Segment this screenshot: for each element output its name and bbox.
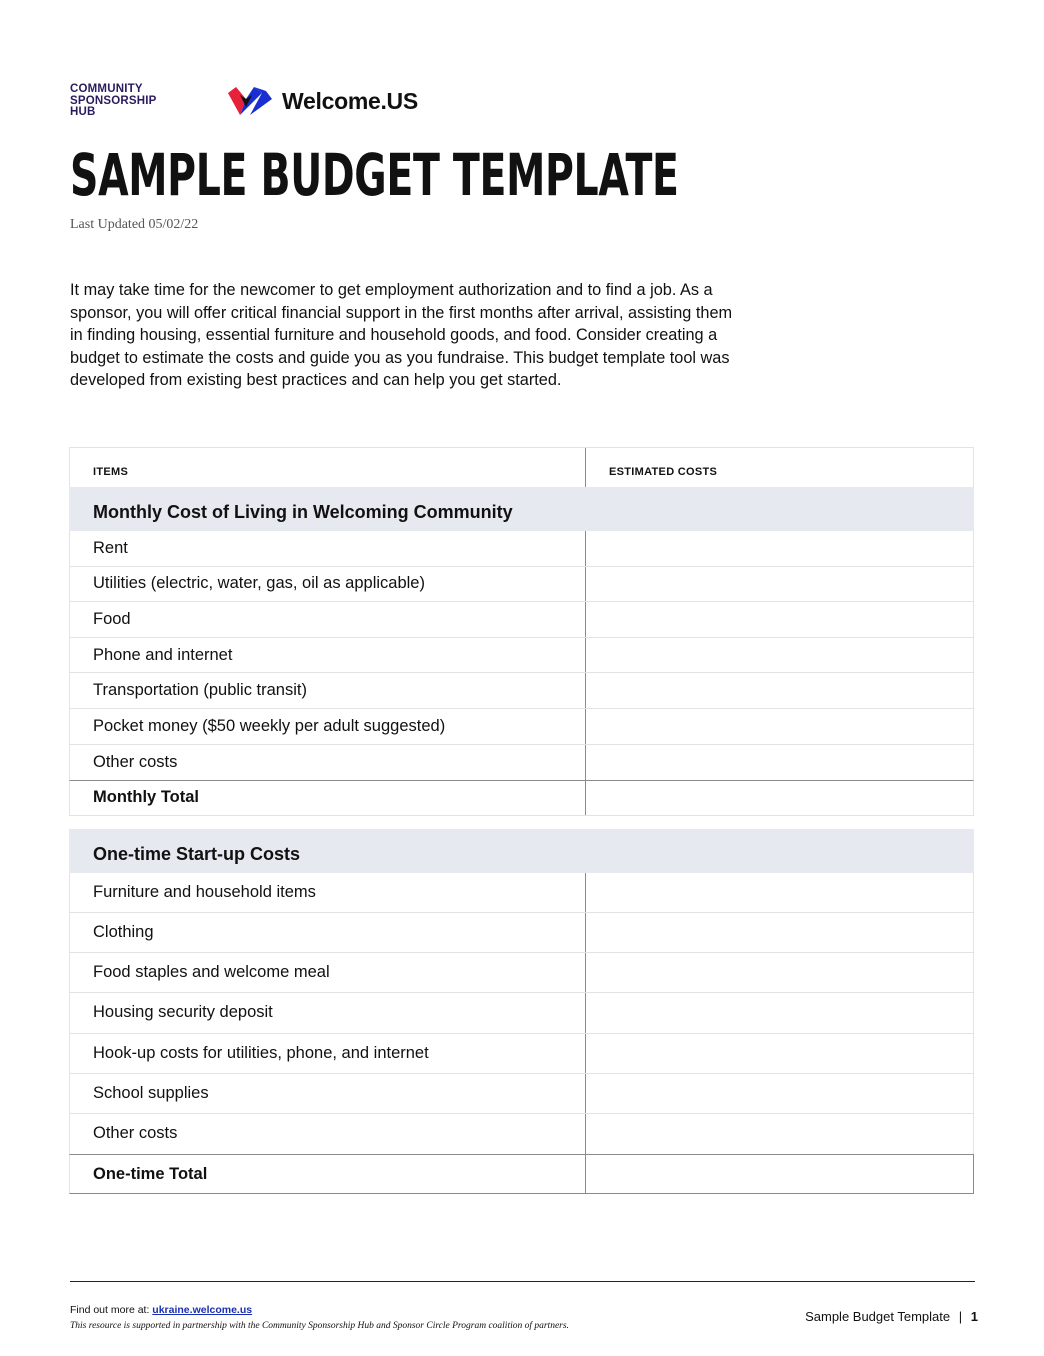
csh-logo-line: HUB bbox=[70, 106, 96, 118]
onetime-total-row bbox=[69, 1154, 974, 1194]
table-row bbox=[69, 673, 974, 709]
footer-separator: | bbox=[958, 1309, 963, 1324]
intro-paragraph: It may take time for the newcomer to get employment authorization and to find a job. As a sponsor, you will offer critical financial support in the first months after arrival, assisting them in finding housing, essential furniture and household goods, and food. Consider creating a budget to estimate the costs and guide you as you fundraise. This budget template tool was developed from existing best practices and can help you get started. bbox=[70, 281, 733, 390]
estimated-cost-cell[interactable] bbox=[586, 1114, 973, 1154]
table-row bbox=[69, 638, 974, 674]
ukraine-welcome-link[interactable]: ukraine.welcome.us bbox=[152, 1304, 253, 1316]
item-label: Rent bbox=[70, 531, 586, 566]
estimated-cost-cell[interactable] bbox=[586, 1074, 973, 1113]
estimated-cost-cell[interactable] bbox=[586, 1034, 973, 1073]
table-header bbox=[69, 447, 974, 487]
welcome-heart-icon bbox=[226, 85, 274, 117]
welcome-us-logo bbox=[226, 85, 418, 117]
item-label: Housing security deposit bbox=[70, 993, 586, 1032]
total-label: One-time Total bbox=[70, 1155, 586, 1193]
item-label: Other costs bbox=[70, 1114, 586, 1154]
table-row bbox=[69, 531, 974, 567]
monthly-total-cell[interactable] bbox=[586, 781, 973, 815]
table-row bbox=[69, 953, 974, 993]
table-row bbox=[69, 913, 974, 953]
estimated-cost-cell[interactable] bbox=[586, 953, 973, 992]
last-updated: Last Updated 05/02/22 bbox=[70, 217, 199, 232]
page-number: 1 bbox=[970, 1309, 978, 1324]
table-row bbox=[69, 602, 974, 638]
page-title: SAMPLE BUDGET TEMPLATE bbox=[70, 141, 679, 209]
total-label: Monthly Total bbox=[70, 781, 586, 815]
item-label: School supplies bbox=[70, 1074, 586, 1113]
item-label: Food staples and welcome meal bbox=[70, 953, 586, 992]
estimated-cost-cell[interactable] bbox=[586, 745, 973, 781]
community-sponsorship-hub-logo bbox=[70, 84, 200, 119]
find-out-more-label: Find out more at: bbox=[70, 1304, 150, 1316]
items-column-header: ITEMS bbox=[93, 466, 129, 478]
table-row bbox=[69, 993, 974, 1033]
estimated-cost-cell[interactable] bbox=[586, 993, 973, 1032]
welcome-us-wordmark: Welcome.US bbox=[282, 87, 418, 114]
item-label: Transportation (public transit) bbox=[70, 673, 586, 708]
estimated-costs-column-header: ESTIMATED COSTS bbox=[609, 466, 718, 478]
estimated-cost-cell[interactable] bbox=[586, 873, 973, 912]
table-row bbox=[69, 1074, 974, 1114]
section-heading-label: Monthly Cost of Living in Welcoming Community bbox=[93, 502, 513, 522]
document-name: Sample Budget Template bbox=[805, 1309, 951, 1324]
section-heading-monthly bbox=[69, 487, 974, 531]
item-label: Food bbox=[70, 602, 586, 637]
find-out-more bbox=[70, 1304, 252, 1316]
item-label: Furniture and household items bbox=[70, 873, 586, 912]
table-row bbox=[69, 1114, 974, 1154]
table-row bbox=[69, 567, 974, 603]
estimated-cost-cell[interactable] bbox=[586, 567, 973, 602]
estimated-cost-cell[interactable] bbox=[586, 638, 973, 673]
section-heading-label: One-time Start-up Costs bbox=[93, 843, 301, 864]
table-row bbox=[69, 1034, 974, 1074]
onetime-total-cell[interactable] bbox=[586, 1155, 973, 1193]
budget-table bbox=[69, 447, 974, 1194]
estimated-cost-cell[interactable] bbox=[586, 913, 973, 952]
table-row bbox=[69, 873, 974, 913]
item-label: Other costs bbox=[70, 745, 586, 781]
estimated-cost-cell[interactable] bbox=[586, 709, 973, 744]
footer-divider bbox=[70, 1281, 975, 1282]
table-row bbox=[69, 745, 974, 781]
item-label: Phone and internet bbox=[70, 638, 586, 673]
page-footer-label bbox=[805, 1309, 978, 1324]
csh-logo-line: SPONSORSHIP bbox=[70, 94, 157, 107]
estimated-cost-cell[interactable] bbox=[586, 602, 973, 637]
item-label: Utilities (electric, water, gas, oil as applicable) bbox=[70, 567, 586, 602]
estimated-cost-cell[interactable] bbox=[586, 673, 973, 708]
item-label: Clothing bbox=[70, 913, 586, 952]
header-logos bbox=[70, 84, 418, 119]
item-label: Pocket money ($50 weekly per adult suggested) bbox=[70, 709, 586, 744]
estimated-cost-cell[interactable] bbox=[586, 531, 973, 566]
support-note: This resource is supported in partnership with the Community Sponsorship Hub and Sponsor Circle Program coalition of partners. bbox=[70, 1321, 569, 1331]
csh-logo-line: COMMUNITY bbox=[70, 83, 143, 95]
section-heading-onetime bbox=[69, 829, 974, 873]
monthly-total-row bbox=[69, 780, 974, 816]
section-gap bbox=[69, 816, 974, 829]
table-row bbox=[69, 709, 974, 745]
item-label: Hook-up costs for utilities, phone, and internet bbox=[70, 1034, 586, 1073]
